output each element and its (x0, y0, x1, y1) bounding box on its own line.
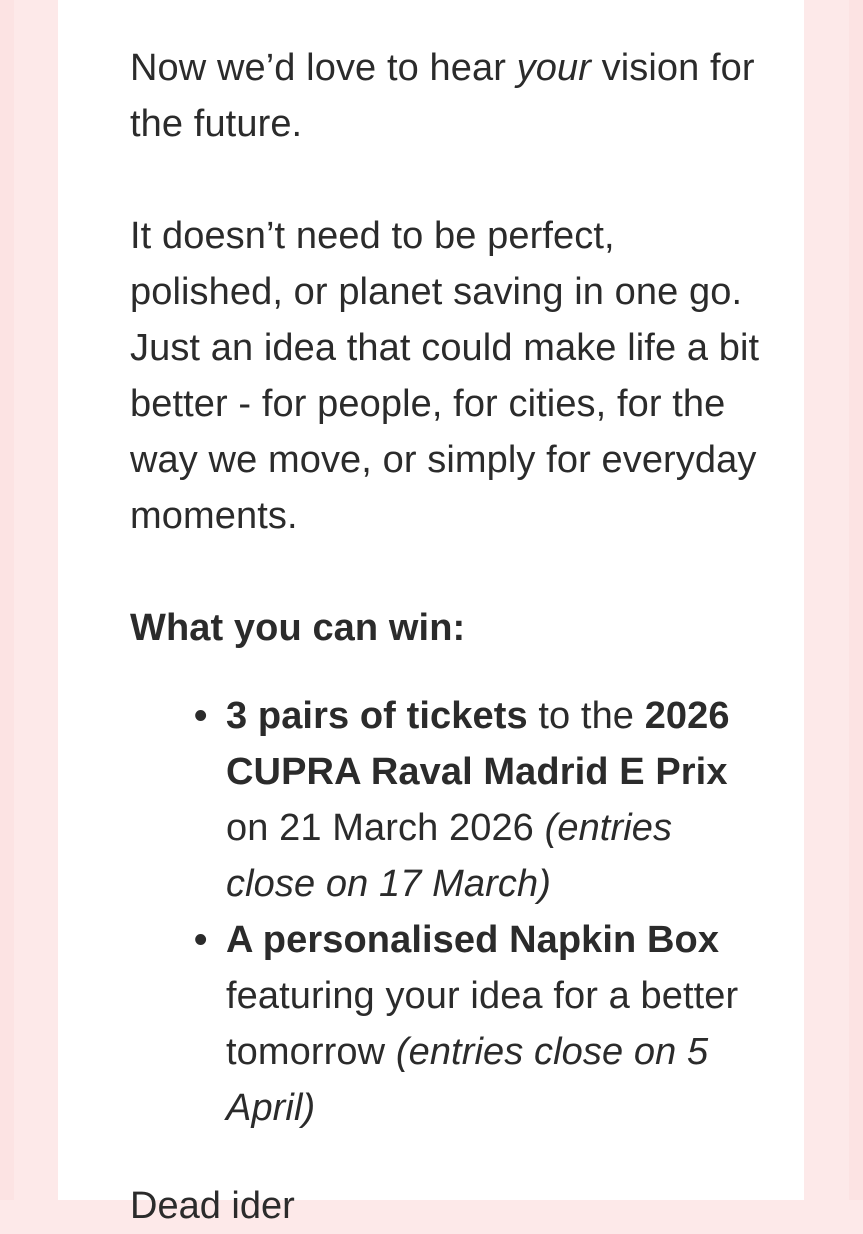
prize-item-napkin-box (194, 912, 770, 1136)
intro-text-after: vision for the future. (130, 47, 755, 145)
bullet-icon: • (194, 695, 208, 737)
prize-item-tickets (194, 688, 770, 912)
page-edge-left (0, 0, 14, 1200)
prize-tickets-deadline: (entries close on 17 March) (226, 807, 673, 905)
idea-paragraph: It doesn’t need to be perfect, polished, or planet saving in one go. Just an idea that could make life a bit better - for people, for cities, for the way we move, or simply for everyday moments. (130, 215, 760, 537)
prize-napkin-text: featuring your idea for a better tomorrow (226, 975, 739, 1073)
email-body (130, 40, 770, 1136)
intro-paragraph (130, 40, 770, 152)
cut-off-next-line: Dead ider (130, 1185, 295, 1227)
intro-emphasis: your (516, 47, 591, 89)
prize-list (130, 688, 770, 1136)
prize-tickets-bold: 3 pairs of tickets (226, 695, 528, 737)
prize-event-date: on 21 March 2026 (226, 807, 545, 849)
intro-text-before: Now we’d love to hear (130, 47, 517, 89)
prizes-heading: What you can win: (130, 607, 466, 649)
prize-event-name: 2026 CUPRA Raval Madrid E Prix (226, 695, 730, 793)
prize-napkin-deadline: (entries close on 5 April) (226, 1031, 709, 1129)
prize-napkin-bold: A personalised Napkin Box (226, 919, 720, 961)
bullet-icon: • (194, 919, 208, 961)
prize-tickets-text: to the (527, 695, 645, 737)
page-edge-right (849, 0, 863, 1200)
